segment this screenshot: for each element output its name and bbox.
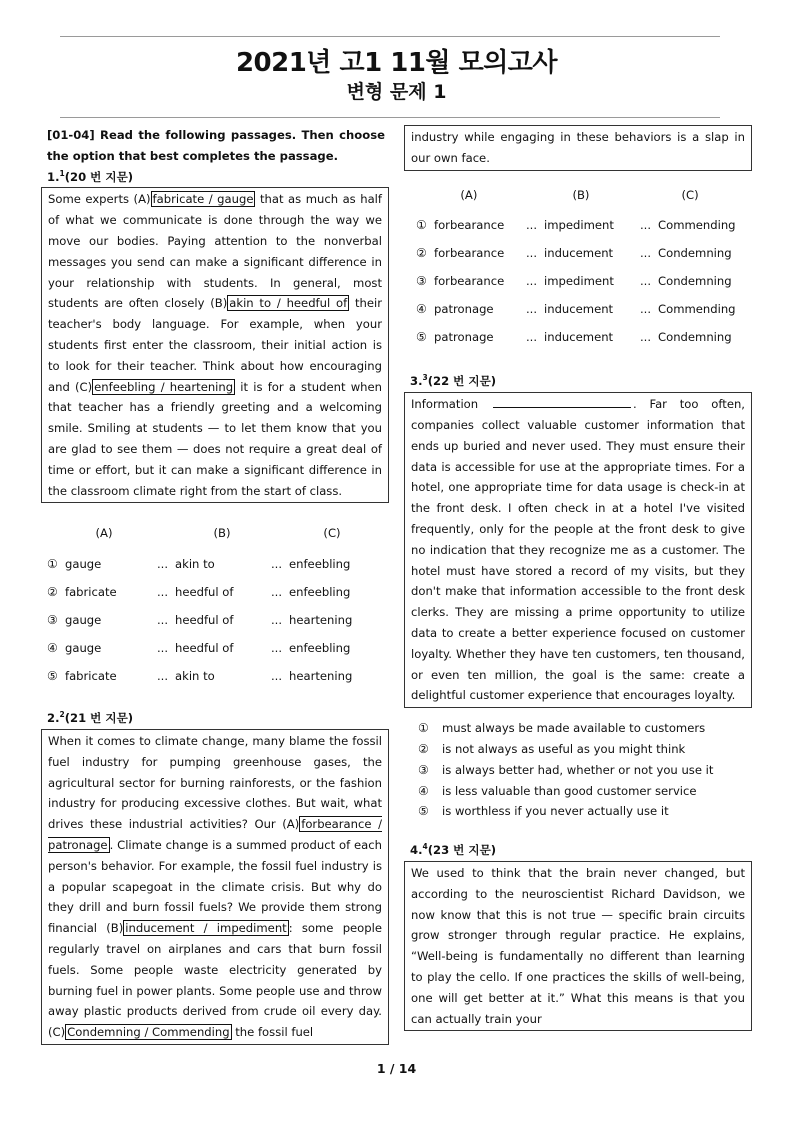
q1-blank-c: enfeebling / heartening [94,379,234,394]
question-3-ref: (22 번 지문) [427,374,497,389]
q2-header-a: (A) [460,187,478,202]
choice-dots: ... [157,556,169,571]
choice-dots: ... [271,640,283,655]
choice-b: impediment [544,217,614,232]
header-bottom-rule [60,117,720,118]
q2-continuation: industry while engaging in these behaviors is a slap in our own face. [411,130,745,165]
option-number: ④ [418,783,429,798]
q1-text-3: their teacher's body language. For example, when your students first enter the classroom, their initial action is to look for their teacher. Think about how encouraging and (C) [48,296,383,394]
choice-c: enfeebling [289,640,351,655]
choice-dots: ... [157,584,169,599]
q1-text-4: it is for a student when that teacher has a friendly greeting and a welcoming smile. Smiling at students — to let them know that you are glad to see them — does not require a great deal of time or effort, but it can make a significant difference in the classroom climate right from the start of class. [48,379,382,498]
question-1-number: 1. [47,169,60,184]
choice-b: akin to [175,668,215,683]
choice-a: fabricate [65,584,117,599]
right-column [404,125,752,1031]
q1-choice-2[interactable] [47,578,389,606]
choice-dots: ... [640,245,652,260]
choice-dots: ... [526,217,538,232]
choice-dots: ... [526,329,538,344]
question-4-heading [404,840,752,861]
top-rule [60,36,720,37]
question-3-footnote: 3 [422,373,428,383]
choice-number: ① [416,217,427,232]
q1-header-a: (A) [95,526,113,541]
choice-b: heedful of [175,612,234,627]
choice-dots: ... [640,329,652,344]
question-2-ref: (21 번 지문) [64,711,134,726]
q3-option-4[interactable] [418,781,752,802]
choice-b: inducement [544,329,614,344]
page-title: 2021년 고1 11월 모의고사 [235,48,558,78]
q3-options [404,718,752,822]
choice-dots: ... [271,584,283,599]
question-4-number: 4. [410,843,423,858]
question-2-passage [41,729,389,1045]
left-column [41,125,389,1045]
choice-a: patronage [434,301,494,316]
choice-dots: ... [271,612,283,627]
q2-choice-3[interactable] [416,267,752,295]
q2-choice-5[interactable] [416,323,752,351]
q1-choice-5[interactable] [47,662,389,690]
q1-choice-3[interactable] [47,606,389,634]
choice-a: fabricate [65,668,117,683]
q2-choice-1[interactable] [416,211,752,239]
question-2-number: 2. [47,711,60,726]
q2-choice-4[interactable] [416,295,752,323]
choice-a: gauge [65,556,102,571]
option-text: is less valuable than good customer service [442,783,697,798]
q3-option-2[interactable] [418,739,752,760]
question-1-ref: (20 번 지문) [64,169,134,184]
choice-c: Commending [658,301,736,316]
question-2-footnote: 2 [59,710,65,720]
q3-text-1: Information [411,397,479,412]
choice-c: enfeebling [289,584,351,599]
page-number: 1 / 14 [376,1061,417,1076]
choice-c: Condemning [658,245,732,260]
q3-option-3[interactable] [418,760,752,781]
choice-c: heartening [289,612,353,627]
choice-c: heartening [289,668,353,683]
choice-number: ⑤ [47,668,58,683]
question-3-heading [404,371,752,392]
choice-number: ② [47,584,58,599]
choice-dots: ... [526,245,538,260]
choice-number: ③ [47,612,58,627]
question-1-footnote: 1 [59,168,65,178]
choice-dots: ... [157,612,169,627]
choice-b: akin to [175,556,215,571]
choice-dots: ... [157,640,169,655]
page-subtitle: 변형 문제 1 [346,81,447,103]
choice-dots: ... [271,556,283,571]
q2-text-3: : some people regularly travel on airplanes and cars that burn fossil fuels. Some people waste electricity generated by burning fuel in power plants. Some people use and throw away plastic products derived from crude oil every day. (C) [48,921,382,1040]
option-text: is not always as useful as you might think [442,741,686,756]
q2-blank-c: Condemning / Commending [67,1025,230,1040]
choice-dots: ... [526,273,538,288]
q2-text-1: When it comes to climate change, many blame the fossil fuel industry for pumping greenhouse gases, the agricultural sector for burning rainforests, or the fashion industry for producing excessive clothes. But wait, what drives these industrial activities? Our (A) [48,733,382,832]
choice-c: enfeebling [289,556,351,571]
choice-a: forbearance [434,217,505,232]
choice-number: ③ [416,273,427,288]
option-number: ① [418,721,429,736]
question-4-footnote: 4 [422,842,428,852]
q2-choice-2[interactable] [416,239,752,267]
q2-header-c: (C) [681,187,699,202]
instructions: [01-04] Read the following passages. Then choose the option that best completes the passage. [47,128,385,163]
option-number: ③ [418,762,429,777]
choice-a: forbearance [434,245,505,260]
choice-b: inducement [544,245,614,260]
q1-header-b: (B) [213,526,231,541]
q2-choice-headers [404,185,752,206]
q2-blank-b: inducement / impediment [125,921,287,936]
choice-b: inducement [544,301,614,316]
choice-a: patronage [434,329,494,344]
q4-text: We used to think that the brain never changed, but according to the neuroscientist Richard Davidson, we now know that this is not true — specific brain circuits grow stronger through regular practice. He explains, “Well-being is fundamentally no different than learning to play the cello. If one practices the skills of well-being, one will get better at it.” What this means is that you can actually train your [411,865,745,1026]
choice-dots: ... [640,301,652,316]
choice-dots: ... [640,217,652,232]
option-text: must always be made available to customers [442,721,706,736]
choice-number: ⑤ [416,329,427,344]
choice-b: heedful of [175,584,234,599]
choice-c: Commending [658,217,736,232]
choice-b: heedful of [175,640,234,655]
option-text: is worthless if you never actually use it [442,804,669,819]
choice-number: ② [416,245,427,260]
q2-choices [404,211,752,351]
q1-choice-1[interactable] [47,550,389,578]
choice-b: impediment [544,273,614,288]
choice-number: ④ [416,301,427,316]
option-text: is always better had, whether or not you use it [442,762,714,777]
choice-number: ① [47,556,58,571]
q3-option-1[interactable] [418,718,752,739]
q1-blank-a: fabricate / gauge [152,192,254,207]
q3-answer-blank [493,397,631,408]
question-1-passage [41,187,389,503]
q2-text-4: the fossil fuel [231,1025,314,1040]
question-1-heading [41,167,389,188]
option-number: ⑤ [418,804,429,819]
q1-choices [41,550,389,690]
choice-c: Condemning [658,273,732,288]
question-3-passage [404,392,752,708]
q1-text-2: that as much as half of what we communicate is done through the way we move our bodies. Paying attention to the nonverbal messages you send can make a significant difference in your relationship with students. In general, most students are often closely (B) [48,192,382,311]
question-4-ref: (23 번 지문) [427,843,497,858]
q1-choice-headers [41,523,389,544]
question-3-number: 3. [410,374,423,389]
q1-blank-b: akin to / heedful of [229,296,348,311]
choice-c: Condemning [658,329,732,344]
choice-a: gauge [65,612,102,627]
choice-dots: ... [640,273,652,288]
choice-dots: ... [526,301,538,316]
q1-choice-4[interactable] [47,634,389,662]
choice-a: gauge [65,640,102,655]
q3-option-5[interactable] [418,801,752,822]
q2-blank-a: forbearance / patronage [48,817,382,852]
question-2-heading [41,708,389,729]
q1-text-1: Some experts (A) [48,192,151,207]
q2-header-b: (B) [572,187,590,202]
question-4-passage [404,861,752,1031]
option-number: ② [418,741,429,756]
question-2-passage-continued [404,125,752,171]
choice-a: forbearance [434,273,505,288]
choice-dots: ... [157,668,169,683]
choice-dots: ... [271,668,283,683]
q1-header-c: (C) [323,526,341,541]
choice-number: ④ [47,640,58,655]
q2-text-2: . Climate change is a summed product of each person's behavior. For example, the fossil fuel industry is a popular scapegoat in the climate crisis. But why do they drill and burn fossil fuels? We provide them strong financial (B) [48,837,382,936]
q3-text-2: . Far too often, companies collect valuable customer information that ends up buried and never used. They must ensure their data is accessible for use at the appropriate times. For a hotel, one appropriate time for data usage is check-in at the front desk. I often check in at a hotel I've visited frequently, only for the people at the front desk to give no indication that they recognize me as a customer. The hotel must have stored a record of my visits, but they don't make that information accessible to the front desk clerks. They are missing a prime opportunity to utilize data to create a better experience focused on customer loyalty. Whether they have ten customers, ten thousand, or even ten million, the goal is the same: create a delightful customer experience that encourages loyalty. [411,397,745,703]
